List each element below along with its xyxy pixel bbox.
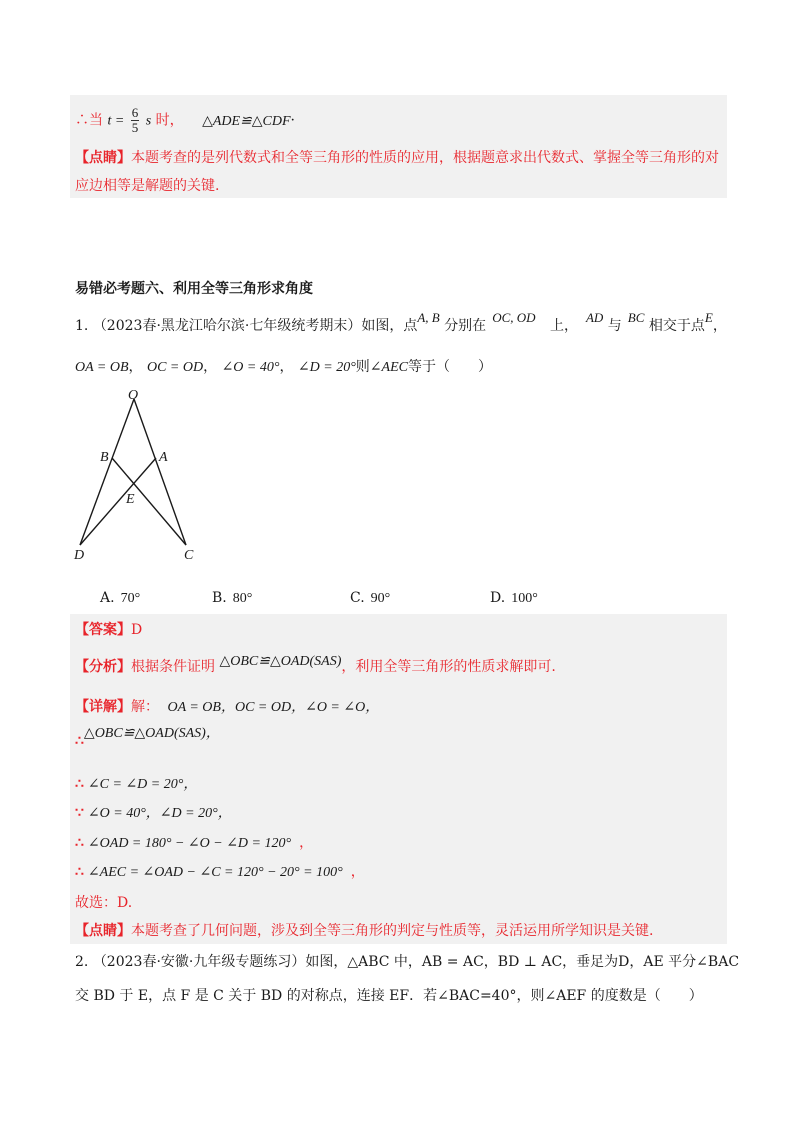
label-C: C: [184, 548, 194, 563]
segment-AD: [80, 458, 156, 545]
option-d[interactable]: D. 100°: [490, 590, 538, 606]
detail-line-2: ∴△OBC≌△OAD(SAS)，: [75, 726, 220, 749]
answer-line: 【答案】D: [75, 622, 143, 638]
detail-line-4: ∵ ∠O = 40°，∠D = 20°，: [75, 805, 232, 821]
question-1-line-1: 1. （2023春·黑龙江哈尔滨·七年级统考期末）如图，点A, B 分别在OC, OD 上，AD 与BC 相交于点E，: [75, 310, 727, 334]
comment-line-1: 【点睛】本题考查的是列代数式和全等三角形的性质的应用，根据题意求出代数式、掌握全等三角形的对: [75, 150, 719, 166]
option-a[interactable]: A. 70°: [100, 590, 141, 606]
detail-choose: 故选：D.: [75, 895, 133, 911]
comment-line-2: 应边相等是解题的关键.: [75, 178, 220, 194]
comment-2: 【点睛】本题考查了几何问题，涉及到全等三角形的判定与性质等，灵活运用所学知识是关键.: [75, 923, 654, 939]
label-D: D: [74, 548, 85, 563]
detail-line-3: ∴ ∠C = ∠D = 20°，: [75, 776, 198, 792]
detail-line-5: ∴ ∠OAD = 180° − ∠O − ∠D = 120° ，: [75, 835, 314, 851]
label-B: B: [100, 450, 109, 465]
label-E: E: [126, 492, 135, 507]
label-A: A: [159, 450, 168, 465]
segment-BC: [112, 458, 186, 545]
analysis-line: 【分析】根据条件证明 △OBC≌△OAD(SAS)，利用全等三角形的性质求解即可.: [75, 654, 556, 675]
segment-OC: [134, 399, 186, 545]
conclusion-line: ∴当 t = $\frac{6}{5}$ s 时， △ADE≌△CDF·: [75, 105, 295, 135]
geometry-figure: [60, 385, 210, 565]
question-2-line-2: 交 BD 于 E，点 F 是 C 关于 BD 的对称点，连接 EF．若∠BAC=40°，则∠AEF 的度数是（ ）: [75, 988, 703, 1004]
option-b[interactable]: B. 80°: [212, 590, 253, 606]
detail-line-6: ∴ ∠AEC = ∠OAD − ∠C = 120° − 20° = 100° ，: [75, 864, 365, 880]
question-1-line-2: OA = OB， OC = OD， ∠O = 40°， ∠D = 20°则∠AEC等于（ ）: [75, 359, 492, 375]
option-c[interactable]: C. 90°: [350, 590, 391, 606]
segment-OD: [80, 399, 134, 545]
question-2-line-1: 2. （2023春·安徽·九年级专题练习）如图，△ABC 中，AB = AC，BD ⊥ AC，垂足为D，AE 平分∠BAC: [75, 954, 740, 970]
detail-line-1: 【详解】解： OA = OB，OC = OD，∠O = ∠O，: [75, 699, 380, 715]
fraction: $\frac{6}{5}$: [131, 105, 139, 135]
section-title: 易错必考题六、利用全等三角形求角度: [75, 281, 313, 297]
label-O: O: [128, 388, 139, 403]
